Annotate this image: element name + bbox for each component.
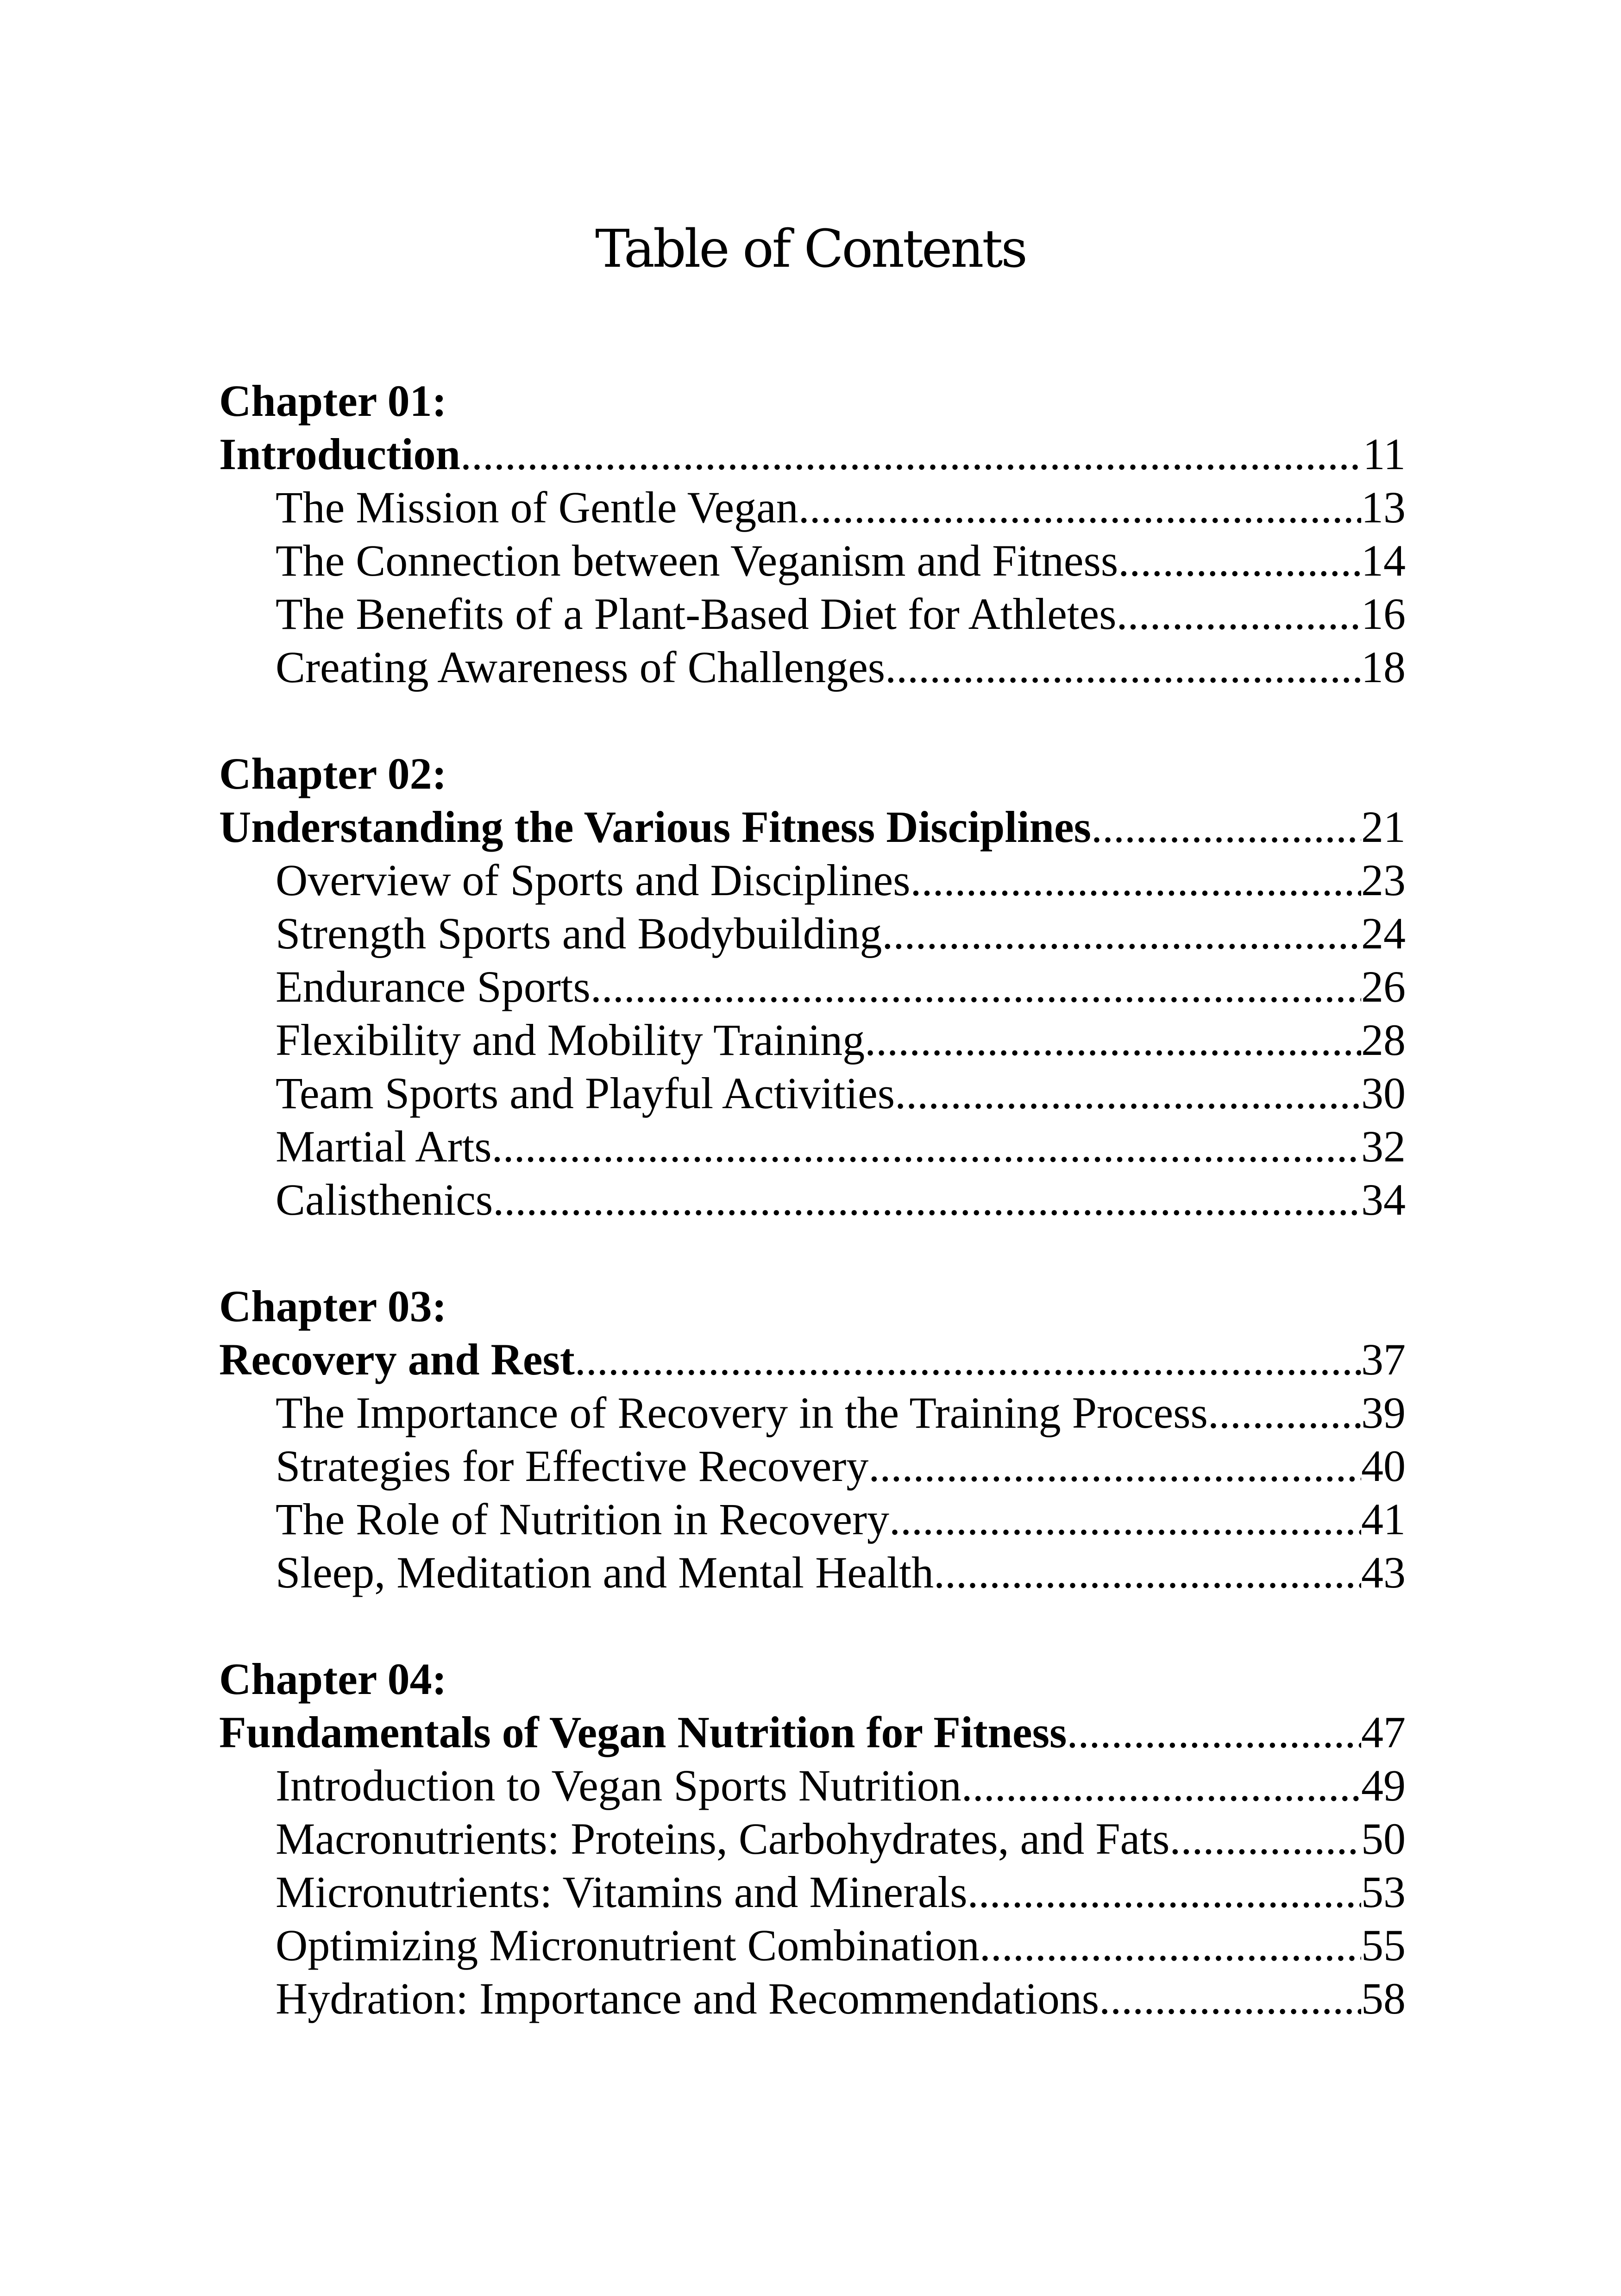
section-entry-title: Creating Awareness of Challenges [276, 642, 886, 692]
section-entry[interactable] [219, 1865, 1406, 1919]
section-entry[interactable] [219, 960, 1406, 1013]
section-entry[interactable] [219, 1386, 1406, 1439]
page-number: 39 [1361, 1388, 1406, 1437]
section-entry-title: Hydration: Importance and Recommendations [276, 1974, 1100, 2023]
dot-leader [889, 1493, 1361, 1546]
page-number: 47 [1361, 1707, 1406, 1757]
section-entry-title: Overview of Sports and Disciplines [276, 855, 911, 905]
page-number: 13 [1361, 483, 1406, 532]
dot-leader [1169, 1812, 1361, 1865]
section-entry-title: Introduction to Vegan Sports Nutrition [276, 1761, 961, 1810]
page-title: Table of Contents [595, 219, 1026, 279]
table-of-contents [219, 374, 1406, 2025]
dot-leader [934, 1546, 1361, 1599]
page-number: 28 [1361, 1015, 1406, 1065]
page-number: 30 [1361, 1068, 1406, 1118]
chapter-title-entry-title: Introduction [219, 429, 461, 479]
section-entry[interactable] [219, 1759, 1406, 1812]
page-number: 32 [1361, 1122, 1406, 1171]
section-entry-title: Sleep, Meditation and Mental Health [276, 1548, 934, 1597]
dot-leader [1117, 587, 1361, 640]
dot-leader [493, 1173, 1361, 1226]
section-entry[interactable] [219, 1066, 1406, 1120]
section-entry[interactable] [219, 1972, 1406, 2025]
chapter-block [219, 374, 1406, 694]
section-entry[interactable] [219, 1013, 1406, 1066]
section-entry-title: Strength Sports and Bodybuilding [276, 909, 882, 958]
dot-leader [980, 1919, 1361, 1972]
dot-leader [798, 481, 1361, 534]
section-entry-title: Macronutrients: Proteins, Carbohydrates, and Fats [276, 1814, 1170, 1863]
page-number: 34 [1361, 1175, 1406, 1224]
section-entry[interactable] [219, 587, 1406, 640]
section-entry-title: Calisthenics [276, 1175, 493, 1224]
chapter-title-entry[interactable] [219, 800, 1406, 853]
chapter-title-entry[interactable] [219, 1706, 1406, 1759]
section-entry-title: Flexibility and Mobility Training [276, 1015, 865, 1065]
section-entry[interactable] [219, 1919, 1406, 1972]
page-number: 41 [1361, 1494, 1406, 1544]
section-entry-title: Team Sports and Playful Activities [276, 1068, 895, 1118]
section-entry[interactable] [219, 1439, 1406, 1493]
chapter-title-entry-title: Understanding the Various Fitness Disciplines [219, 802, 1092, 852]
dot-leader [591, 960, 1361, 1013]
dot-leader [1099, 1972, 1361, 2025]
dot-leader [1091, 800, 1361, 853]
chapter-title-entry[interactable] [219, 1333, 1406, 1386]
section-entry-title: The Benefits of a Plant-Based Diet for Athletes [276, 589, 1117, 639]
dot-leader [868, 1439, 1361, 1493]
page-number: 18 [1361, 642, 1406, 692]
page-number: 21 [1361, 802, 1406, 852]
page-number: 14 [1361, 536, 1406, 585]
dot-leader [882, 907, 1361, 960]
chapter-label: Chapter 04: [219, 1654, 447, 1704]
page-number: 11 [1363, 429, 1406, 479]
dot-leader [961, 1759, 1361, 1812]
section-entry-title: Optimizing Micronutrient Combination [276, 1920, 980, 1970]
section-entry[interactable] [219, 534, 1406, 587]
section-entry[interactable] [219, 1173, 1406, 1226]
dot-leader [885, 640, 1361, 694]
section-entry[interactable] [219, 1546, 1406, 1599]
dot-leader [460, 427, 1363, 481]
section-entry-title: The Role of Nutrition in Recovery [276, 1494, 890, 1544]
section-entry-title: The Connection between Veganism and Fitness [276, 536, 1118, 585]
section-entry[interactable] [219, 640, 1406, 694]
dot-leader [910, 853, 1361, 907]
chapter-label: Chapter 02: [219, 749, 447, 798]
section-entry[interactable] [219, 1120, 1406, 1173]
section-entry[interactable] [219, 853, 1406, 907]
dot-leader [1118, 534, 1361, 587]
chapter-label: Chapter 03: [219, 1281, 447, 1331]
dot-leader [1067, 1706, 1361, 1759]
section-entry[interactable] [219, 907, 1406, 960]
page-number: 24 [1361, 909, 1406, 958]
section-entry[interactable] [219, 1812, 1406, 1865]
page-number: 16 [1361, 589, 1406, 639]
chapter-title-entry[interactable] [219, 427, 1406, 481]
section-entry-title: The Mission of Gentle Vegan [276, 483, 798, 532]
chapter-label: Chapter 01: [219, 376, 447, 426]
section-entry[interactable] [219, 481, 1406, 534]
dot-leader [895, 1066, 1361, 1120]
chapter-title-entry-title: Fundamentals of Vegan Nutrition for Fitness [219, 1707, 1067, 1757]
page-number: 40 [1361, 1441, 1406, 1491]
page-number: 43 [1361, 1548, 1406, 1597]
section-entry-title: Martial Arts [276, 1122, 492, 1171]
page-number: 50 [1361, 1814, 1406, 1863]
dot-leader [575, 1333, 1361, 1386]
chapter-block [219, 1652, 1406, 2025]
page-number: 26 [1361, 962, 1406, 1011]
page-number: 58 [1361, 1974, 1406, 2023]
chapter-title-entry-title: Recovery and Rest [219, 1335, 575, 1384]
page-number: 55 [1361, 1920, 1406, 1970]
section-entry-title: Micronutrients: Vitamins and Minerals [276, 1867, 968, 1917]
page-number: 23 [1361, 855, 1406, 905]
section-entry-title: The Importance of Recovery in the Training Process [276, 1388, 1208, 1437]
chapter-block [219, 747, 1406, 1226]
dot-leader [492, 1120, 1361, 1173]
page-number: 53 [1361, 1867, 1406, 1917]
dot-leader [1208, 1386, 1361, 1439]
section-entry-title: Endurance Sports [276, 962, 591, 1011]
section-entry-title: Strategies for Effective Recovery [276, 1441, 869, 1491]
dot-leader [968, 1865, 1361, 1919]
chapter-block [219, 1280, 1406, 1599]
page-number: 49 [1361, 1761, 1406, 1810]
dot-leader [865, 1013, 1361, 1066]
page-number: 37 [1361, 1335, 1406, 1384]
section-entry[interactable] [219, 1493, 1406, 1546]
